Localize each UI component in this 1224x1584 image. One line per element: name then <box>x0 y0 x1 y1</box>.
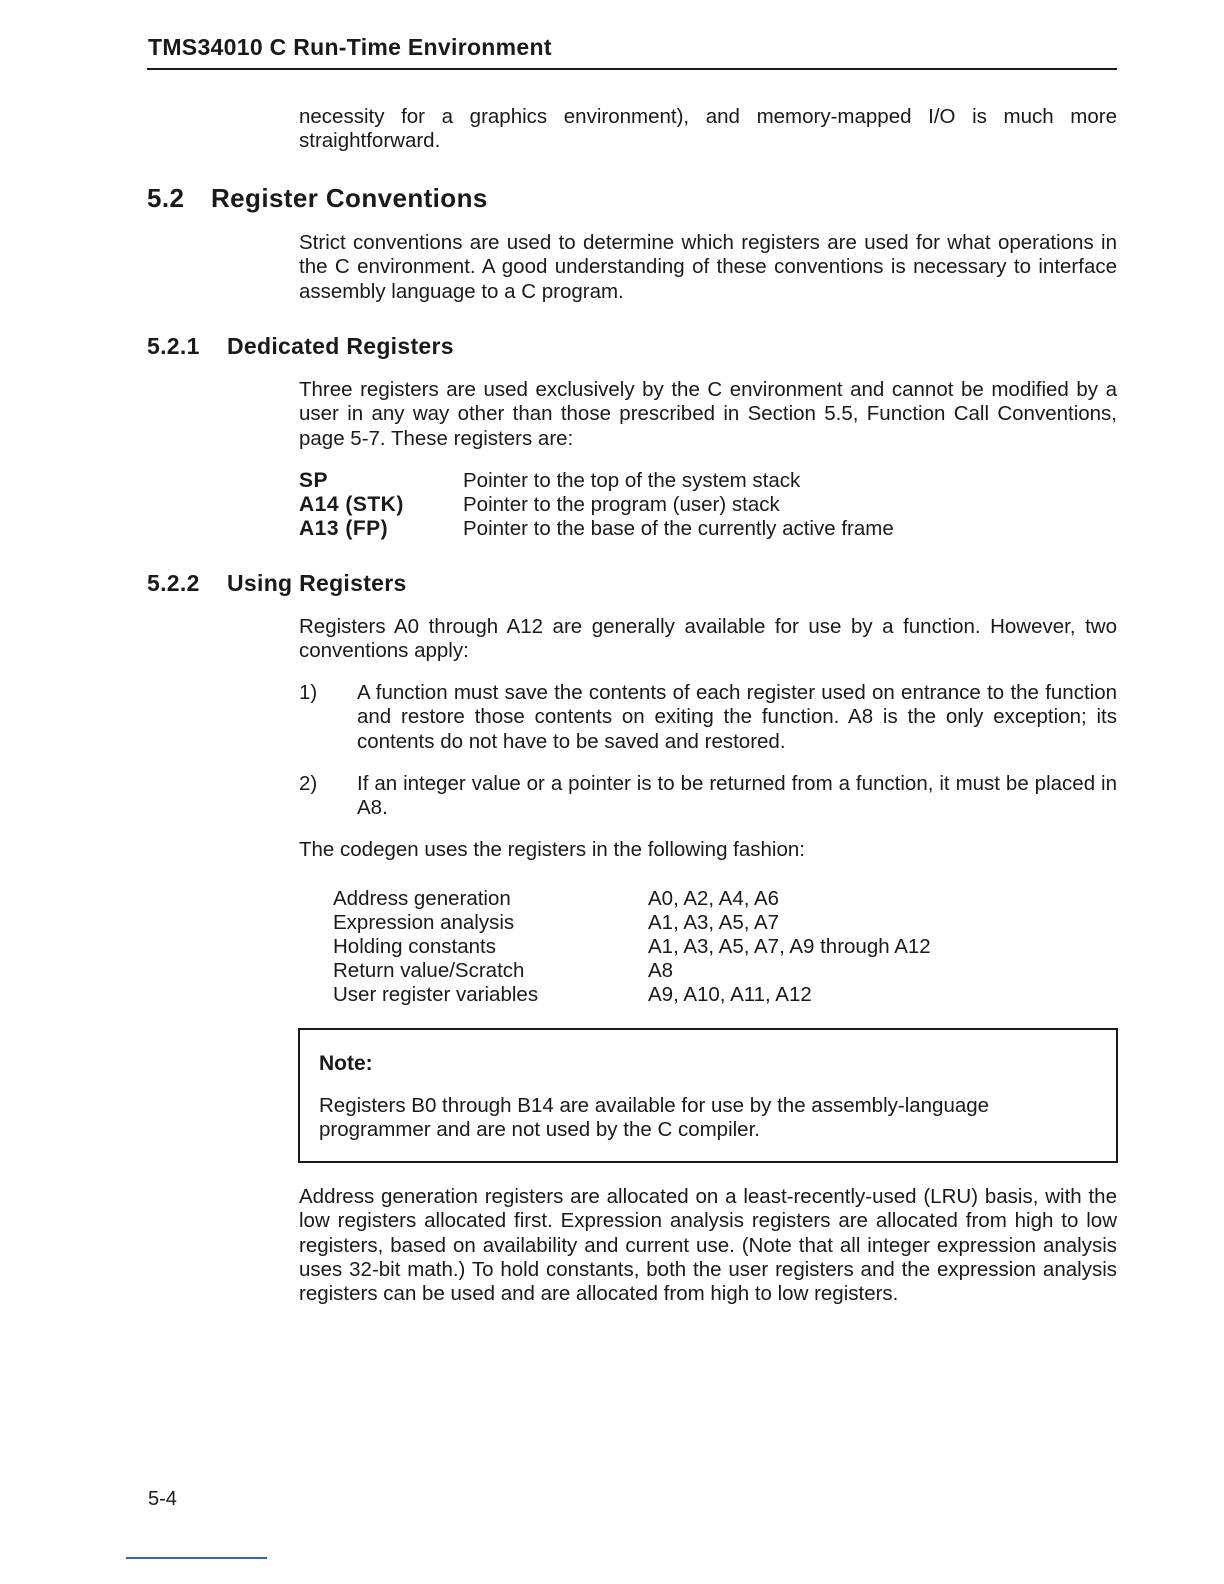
convention-list-item <box>299 681 1117 756</box>
usage-row <box>333 983 1033 1007</box>
usage-row <box>333 959 1033 983</box>
usage-registers: A1, A3, A5, A7, A9 through A12 <box>648 935 931 958</box>
register-row <box>299 517 1117 541</box>
register-name: A13 (FP) <box>299 517 389 540</box>
intro-continuation-paragraph: necessity for a graphics environment), and memory-mapped I/O is much more straightforward. <box>299 105 1117 153</box>
header-rule <box>147 68 1117 70</box>
register-row <box>299 469 1117 493</box>
subsection-title: Dedicated Registers <box>227 333 454 359</box>
usage-row <box>333 911 1033 935</box>
usage-label: Address generation <box>333 887 511 910</box>
register-name: A14 (STK) <box>299 493 404 516</box>
usage-row <box>333 935 1033 959</box>
section-title: Register Conventions <box>211 183 488 213</box>
list-item-number: 2) <box>299 772 318 795</box>
usage-label: Holding constants <box>333 935 496 958</box>
section-number: 5.2 <box>147 183 185 213</box>
usage-registers: A1, A3, A5, A7 <box>648 911 780 934</box>
running-header-title: TMS34010 C Run-Time Environment <box>148 34 552 60</box>
bottom-edge-mark <box>126 1557 267 1559</box>
usage-registers: A9, A10, A11, A12 <box>648 983 812 1006</box>
usage-registers: A8 <box>648 959 674 982</box>
section-5-2-1-heading <box>147 333 454 360</box>
register-description: Pointer to the base of the currently active frame <box>463 517 894 540</box>
section-5-2-1-paragraph: Three registers are used exclusively by the C environment and cannot be modified by a user in any way other than those prescribed in Section 5.5, Function Call Conventions, page 5-7. These registers are: <box>299 378 1117 450</box>
note-title: Note: <box>319 1052 373 1075</box>
note-box <box>298 1028 1118 1163</box>
section-5-2-2-heading <box>147 570 407 597</box>
subsection-number: 5.2.1 <box>147 333 200 359</box>
register-description: Pointer to the top of the system stack <box>463 469 801 492</box>
section-5-2-2-paragraph: Registers A0 through A12 are generally available for use by a function. However, two conventions apply: <box>299 615 1117 663</box>
note-text: Registers B0 through B14 are available for use by the assembly-language programmer and are not used by the C compiler. <box>319 1094 990 1142</box>
usage-label: User register variables <box>333 983 539 1006</box>
list-item-text: A function must save the contents of each register used on entrance to the function and restore those contents on exiting the function. A8 is the only exception; its contents do not have to be saved and restored. <box>357 681 1117 753</box>
register-description: Pointer to the program (user) stack <box>463 493 780 516</box>
section-5-2-paragraph: Strict conventions are used to determine which registers are used for what operations in the C environment. A good understanding of these conventions is necessary to interface assembly language to a C program. <box>299 231 1117 303</box>
page-number: 5-4 <box>148 1488 177 1510</box>
register-row <box>299 493 1117 517</box>
usage-label: Expression analysis <box>333 911 515 934</box>
usage-row <box>333 887 1033 911</box>
subsection-title: Using Registers <box>227 570 407 596</box>
list-item-text: If an integer value or a pointer is to be returned from a function, it must be placed in A8. <box>357 772 1117 820</box>
list-item-number: 1) <box>299 681 318 704</box>
convention-list-item <box>299 772 1117 822</box>
codegen-intro: The codegen uses the registers in the following fashion: <box>299 838 805 861</box>
usage-label: Return value/Scratch <box>333 959 525 982</box>
usage-registers: A0, A2, A4, A6 <box>648 887 780 910</box>
register-name: SP <box>299 469 329 492</box>
closing-paragraph: Address generation registers are allocated on a least-recently-used (LRU) basis, with the low registers allocated first. Expression analysis registers are allocated from high to low registers, based on availability and current use. (Note that all integer expression analysis uses 32-bit math.) To hold constants, both the user registers and the expression analysis registers can be used and are allocated from high to low registers. <box>299 1185 1117 1306</box>
subsection-number: 5.2.2 <box>147 570 200 596</box>
section-5-2-heading <box>147 183 488 214</box>
